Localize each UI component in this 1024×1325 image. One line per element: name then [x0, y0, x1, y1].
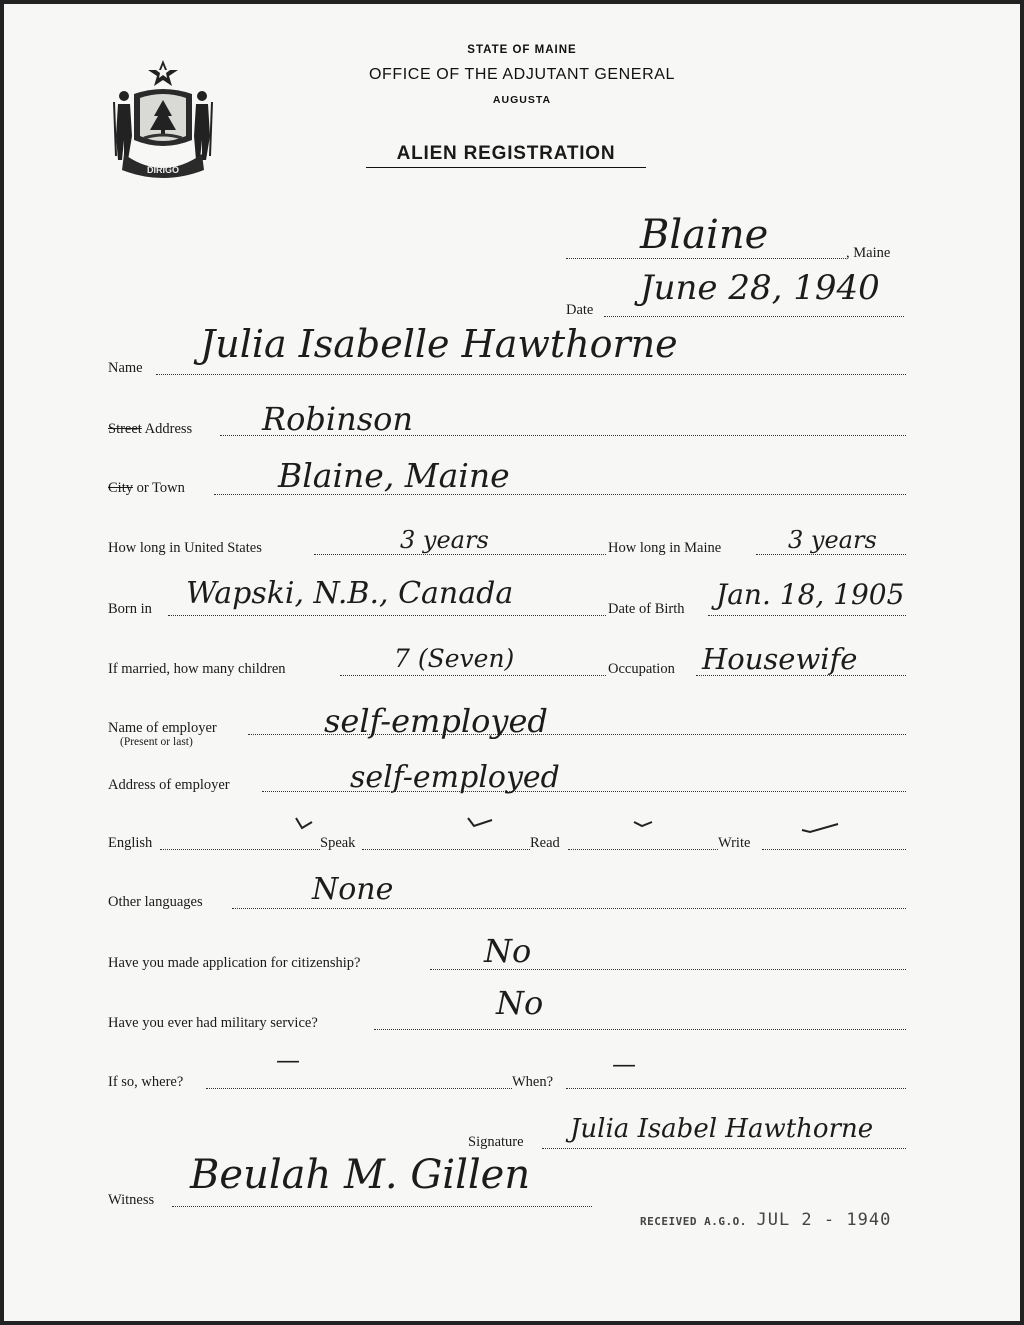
name-label: Name: [108, 360, 143, 376]
employer-note: (Present or last): [120, 736, 193, 748]
name-value: Julia Isabelle Hawthorne: [200, 322, 678, 366]
received-stamp: [640, 1210, 891, 1230]
occupation-value: Housewife: [702, 642, 858, 676]
english-check-marks: [290, 812, 850, 842]
other-languages-line: [232, 908, 906, 909]
date-label: Date: [566, 302, 594, 318]
street-address-value: Robinson: [262, 400, 413, 438]
header-city: AUGUSTA: [492, 94, 552, 106]
speak-check-icon: [468, 818, 492, 826]
english-line: [160, 849, 320, 850]
how-long-us-value: 3 years: [400, 526, 489, 554]
citizenship-value: No: [484, 932, 532, 970]
signature-label: Signature: [468, 1134, 524, 1150]
witness-line: [172, 1206, 592, 1207]
town-line: [566, 258, 846, 259]
occupation-label: Occupation: [608, 661, 675, 677]
svg-text:DIRIGO: DIRIGO: [146, 165, 180, 175]
signature-value: Julia Isabel Hawthorne: [570, 1114, 874, 1144]
when-value: —: [612, 1050, 636, 1078]
received-stamp-label: RECEIVED A.G.O.: [640, 1215, 747, 1228]
signature-line: [542, 1148, 906, 1149]
date-of-birth-label: Date of Birth: [608, 601, 685, 617]
employer-address-label: Address of employer: [108, 777, 230, 793]
born-in-label: Born in: [108, 601, 152, 617]
date-of-birth-value: Jan. 18, 1905: [716, 578, 905, 611]
read-check-icon: [634, 822, 652, 826]
where-label: If so, where?: [108, 1074, 184, 1090]
write-label: Write: [718, 835, 751, 851]
date-value: June 28, 1940: [640, 268, 880, 308]
born-in-value: Wapski, N.B., Canada: [186, 576, 514, 611]
employer-name-value: self-employed: [324, 702, 548, 740]
how-long-maine-value: 3 years: [788, 526, 877, 554]
write-line: [762, 849, 906, 850]
employer-address-value: self-employed: [350, 760, 560, 795]
maine-label: , Maine: [846, 245, 891, 261]
when-label: When?: [512, 1074, 554, 1090]
write-check-icon: [802, 824, 838, 832]
how-long-maine-label: How long in Maine: [608, 540, 722, 556]
children-label: If married, how many children: [108, 661, 286, 677]
name-line: [156, 374, 906, 375]
other-languages-value: None: [312, 872, 394, 907]
citizenship-label: Have you made application for citizenship?: [108, 955, 361, 971]
town-value: Blaine: [640, 212, 769, 258]
title-underline: [366, 167, 646, 168]
when-line: [566, 1088, 906, 1089]
military-value: No: [496, 984, 544, 1022]
born-in-line: [168, 615, 606, 616]
speak-line: [362, 849, 530, 850]
read-label: Read: [530, 835, 560, 851]
speak-label: Speak: [320, 835, 356, 851]
military-label: Have you ever had military service?: [108, 1015, 318, 1031]
other-languages-label: Other languages: [108, 894, 203, 910]
employer-name-label: Name of employer: [108, 720, 217, 736]
where-value: —: [276, 1046, 300, 1074]
form-title: ALIEN REGISTRATION: [396, 143, 616, 164]
how-long-us-label: How long in United States: [108, 540, 262, 556]
english-label: English: [108, 835, 153, 851]
header-office: OFFICE OF THE ADJUTANT GENERAL: [368, 66, 676, 83]
header-state: STATE OF MAINE: [467, 44, 577, 56]
military-line: [374, 1029, 906, 1030]
city-or-town-value: Blaine, Maine: [278, 456, 510, 495]
received-stamp-date: JUL 2 - 1940: [756, 1210, 892, 1230]
witness-label: Witness: [108, 1192, 155, 1208]
city-or-town-label: City or Town: [108, 480, 185, 496]
read-line: [568, 849, 718, 850]
date-of-birth-line: [708, 615, 906, 616]
children-line: [340, 675, 606, 676]
date-line: [604, 316, 904, 317]
children-value: 7 (Seven): [394, 644, 515, 673]
street-address-label: Street Address: [108, 421, 193, 437]
where-line: [206, 1088, 512, 1089]
how-long-maine-line: [756, 554, 906, 555]
english-check-icon: [296, 818, 312, 828]
witness-value: Beulah M. Gillen: [190, 1152, 531, 1198]
how-long-us-line: [314, 554, 606, 555]
